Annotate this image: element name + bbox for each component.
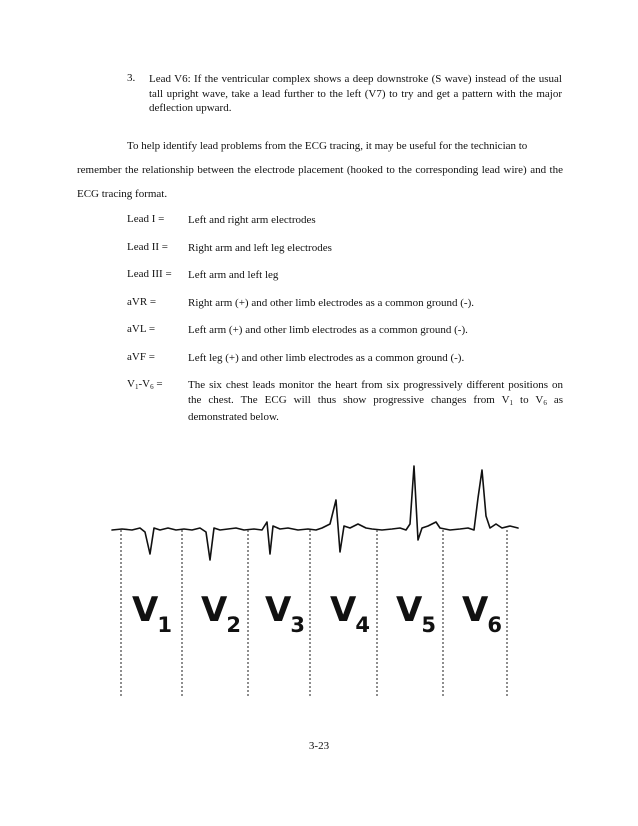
- ecg-tracing: [110, 458, 520, 708]
- avf-label: aVF =: [127, 351, 155, 363]
- intro-line-1: To help identify lead problems from the ECG tracing, it may be useful for the technician to: [127, 140, 528, 152]
- intro-paragraph: [77, 134, 563, 206]
- lead-3-desc: Left arm and left leg: [188, 269, 279, 281]
- lead-1-desc: Left and right arm electrodes: [188, 214, 316, 226]
- avr-label: aVR =: [127, 296, 157, 308]
- lead-3-label: Lead III =: [127, 268, 172, 280]
- lead-2-label: Lead II =: [127, 241, 169, 253]
- lead-2-desc: Right arm and left leg electrodes: [188, 242, 332, 254]
- avl-label: aVL =: [127, 323, 156, 335]
- lead-1-label: Lead I =: [127, 213, 165, 225]
- chest-leads-desc: The six chest leads monitor the heart from six progressively different positions on the chest. The ECG will thus show progressive changes from $V_1$ to $V_6$ as demonstrated below.: [188, 379, 563, 423]
- page-number: 3-23: [308, 740, 330, 752]
- ecg-label-v6: $V_6$: [462, 590, 501, 637]
- ecg-label-v2: $V_2$: [201, 590, 240, 637]
- ecg-label-v1: $V_1$: [132, 590, 171, 637]
- ecg-label-v4: $V_4$: [330, 590, 369, 637]
- intro-rest: remember the relationship between the electrode placement (hooked to the corresponding lead wire) and the ECG tracing format.: [77, 164, 563, 200]
- ecg-chest-lead-strip: [110, 458, 520, 708]
- lead-v6-instruction: Lead V6: If the ventricular complex shows a deep downstroke (S wave) instead of the usual tall upright wave, take a lead further to the left (V7) to try and get a pattern with the major deflection upward.: [149, 73, 562, 114]
- avr-desc: Right arm (+) and other limb electrodes as a common ground (-).: [188, 297, 475, 309]
- avf-desc: Left leg (+) and other limb electrodes as a common ground (-).: [188, 352, 465, 364]
- ecg-baseline: [112, 466, 518, 560]
- ecg-label-v3: $V_3$: [265, 590, 304, 637]
- avl-desc: Left arm (+) and other limb electrodes as a common ground (-).: [188, 324, 468, 336]
- chest-leads-label: $V_1-V_6$ =: [127, 378, 163, 391]
- ecg-label-v5: $V_5$: [396, 590, 435, 637]
- list-number: 3.: [127, 72, 136, 84]
